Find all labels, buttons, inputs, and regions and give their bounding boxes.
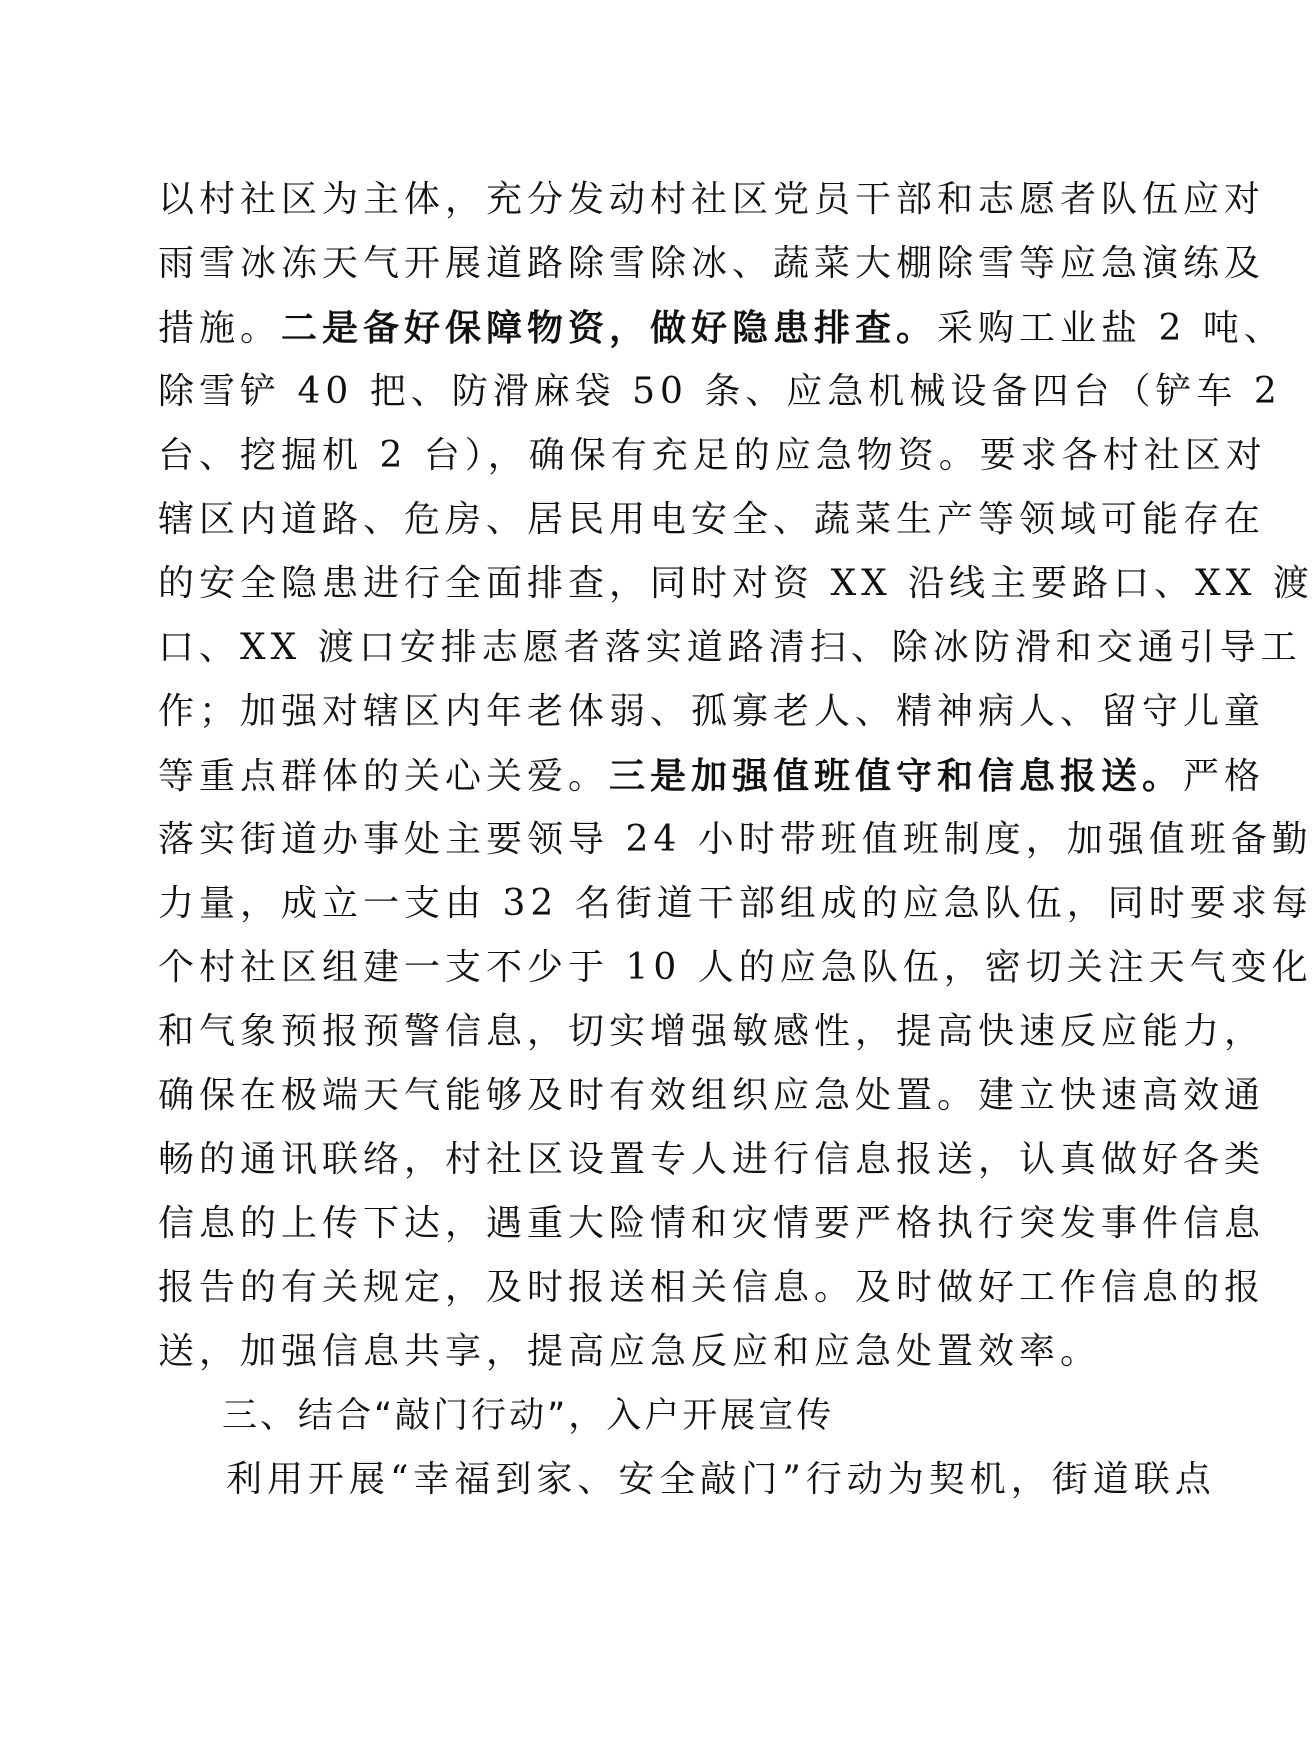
- body-line: 和气象预报预警信息，切实增强敏感性，提高快速反应能力，: [158, 1011, 1266, 1052]
- text-run: 采购工业盐 2 吨、: [937, 308, 1285, 349]
- text-run: 等重点群体的关心关爱。: [158, 756, 610, 797]
- paragraph-end-line: 送，加强信息共享，提高应急反应和应急处置效率。: [158, 1331, 1102, 1372]
- body-line: 雨雪冰冻天气开展道路除雪除冰、蔬菜大棚除雪等应急演练及: [158, 243, 1266, 284]
- section-heading: 三、结合“敲门行动”，入户开展宣传: [222, 1396, 835, 1436]
- body-line: 辖区内道路、危房、居民用电安全、蔬菜生产等领域可能存在: [158, 499, 1266, 540]
- body-line: 台、挖掘机 2 台），确保有充足的应急物资。要求各村社区对: [158, 435, 1267, 476]
- body-line: 的安全隐患进行全面排查，同时对资 XX 沿线主要路口、XX 渡: [158, 563, 1314, 604]
- paragraph-start-line: 利用开展“幸福到家、安全敲门”行动为契机，街道联点: [226, 1459, 1216, 1500]
- body-line: 除雪铲 40 把、防滑麻袋 50 条、应急机械设备四台（铲车 2: [158, 371, 1282, 412]
- body-line: 信息的上传下达，遇重大险情和灾情要严格执行突发事件信息: [158, 1203, 1266, 1244]
- bold-point-heading: 三是加强值班值守和信息报送。: [609, 755, 1184, 797]
- body-line: 以村社区为主体，充分发动村社区党员干部和志愿者队伍应对: [158, 179, 1266, 220]
- body-line: 力量，成立一支由 32 名街道干部组成的应急队伍，同时要求每: [158, 883, 1313, 924]
- body-line: 个村社区组建一支不少于 10 人的应急队伍，密切关注天气变化: [158, 947, 1313, 988]
- body-line: 报告的有关规定，及时报送相关信息。及时做好工作信息的报: [158, 1267, 1266, 1308]
- text-run: 严格: [1183, 756, 1266, 797]
- body-line-with-bold: [158, 296, 1285, 360]
- body-line: 确保在极端天气能够及时有效组织应急处置。建立快速高效通: [158, 1075, 1266, 1116]
- body-line: 作；加强对辖区内年老体弱、孤寡老人、精神病人、留守儿童: [158, 691, 1266, 732]
- document-page: [158, 168, 1314, 1512]
- body-line: 落实街道办事处主要领导 24 小时带班值班制度，加强值班备勤: [158, 819, 1313, 860]
- body-line-with-bold: [158, 744, 1266, 808]
- body-line: 畅的通讯联络，村社区设置专人进行信息报送，认真做好各类: [158, 1139, 1266, 1180]
- text-run: 措施。: [158, 308, 282, 349]
- bold-point-heading: 二是备好保障物资，做好隐患排查。: [281, 307, 938, 349]
- body-line: 口、XX 渡口安排志愿者落实道路清扫、除冰防滑和交通引导工: [158, 627, 1302, 668]
